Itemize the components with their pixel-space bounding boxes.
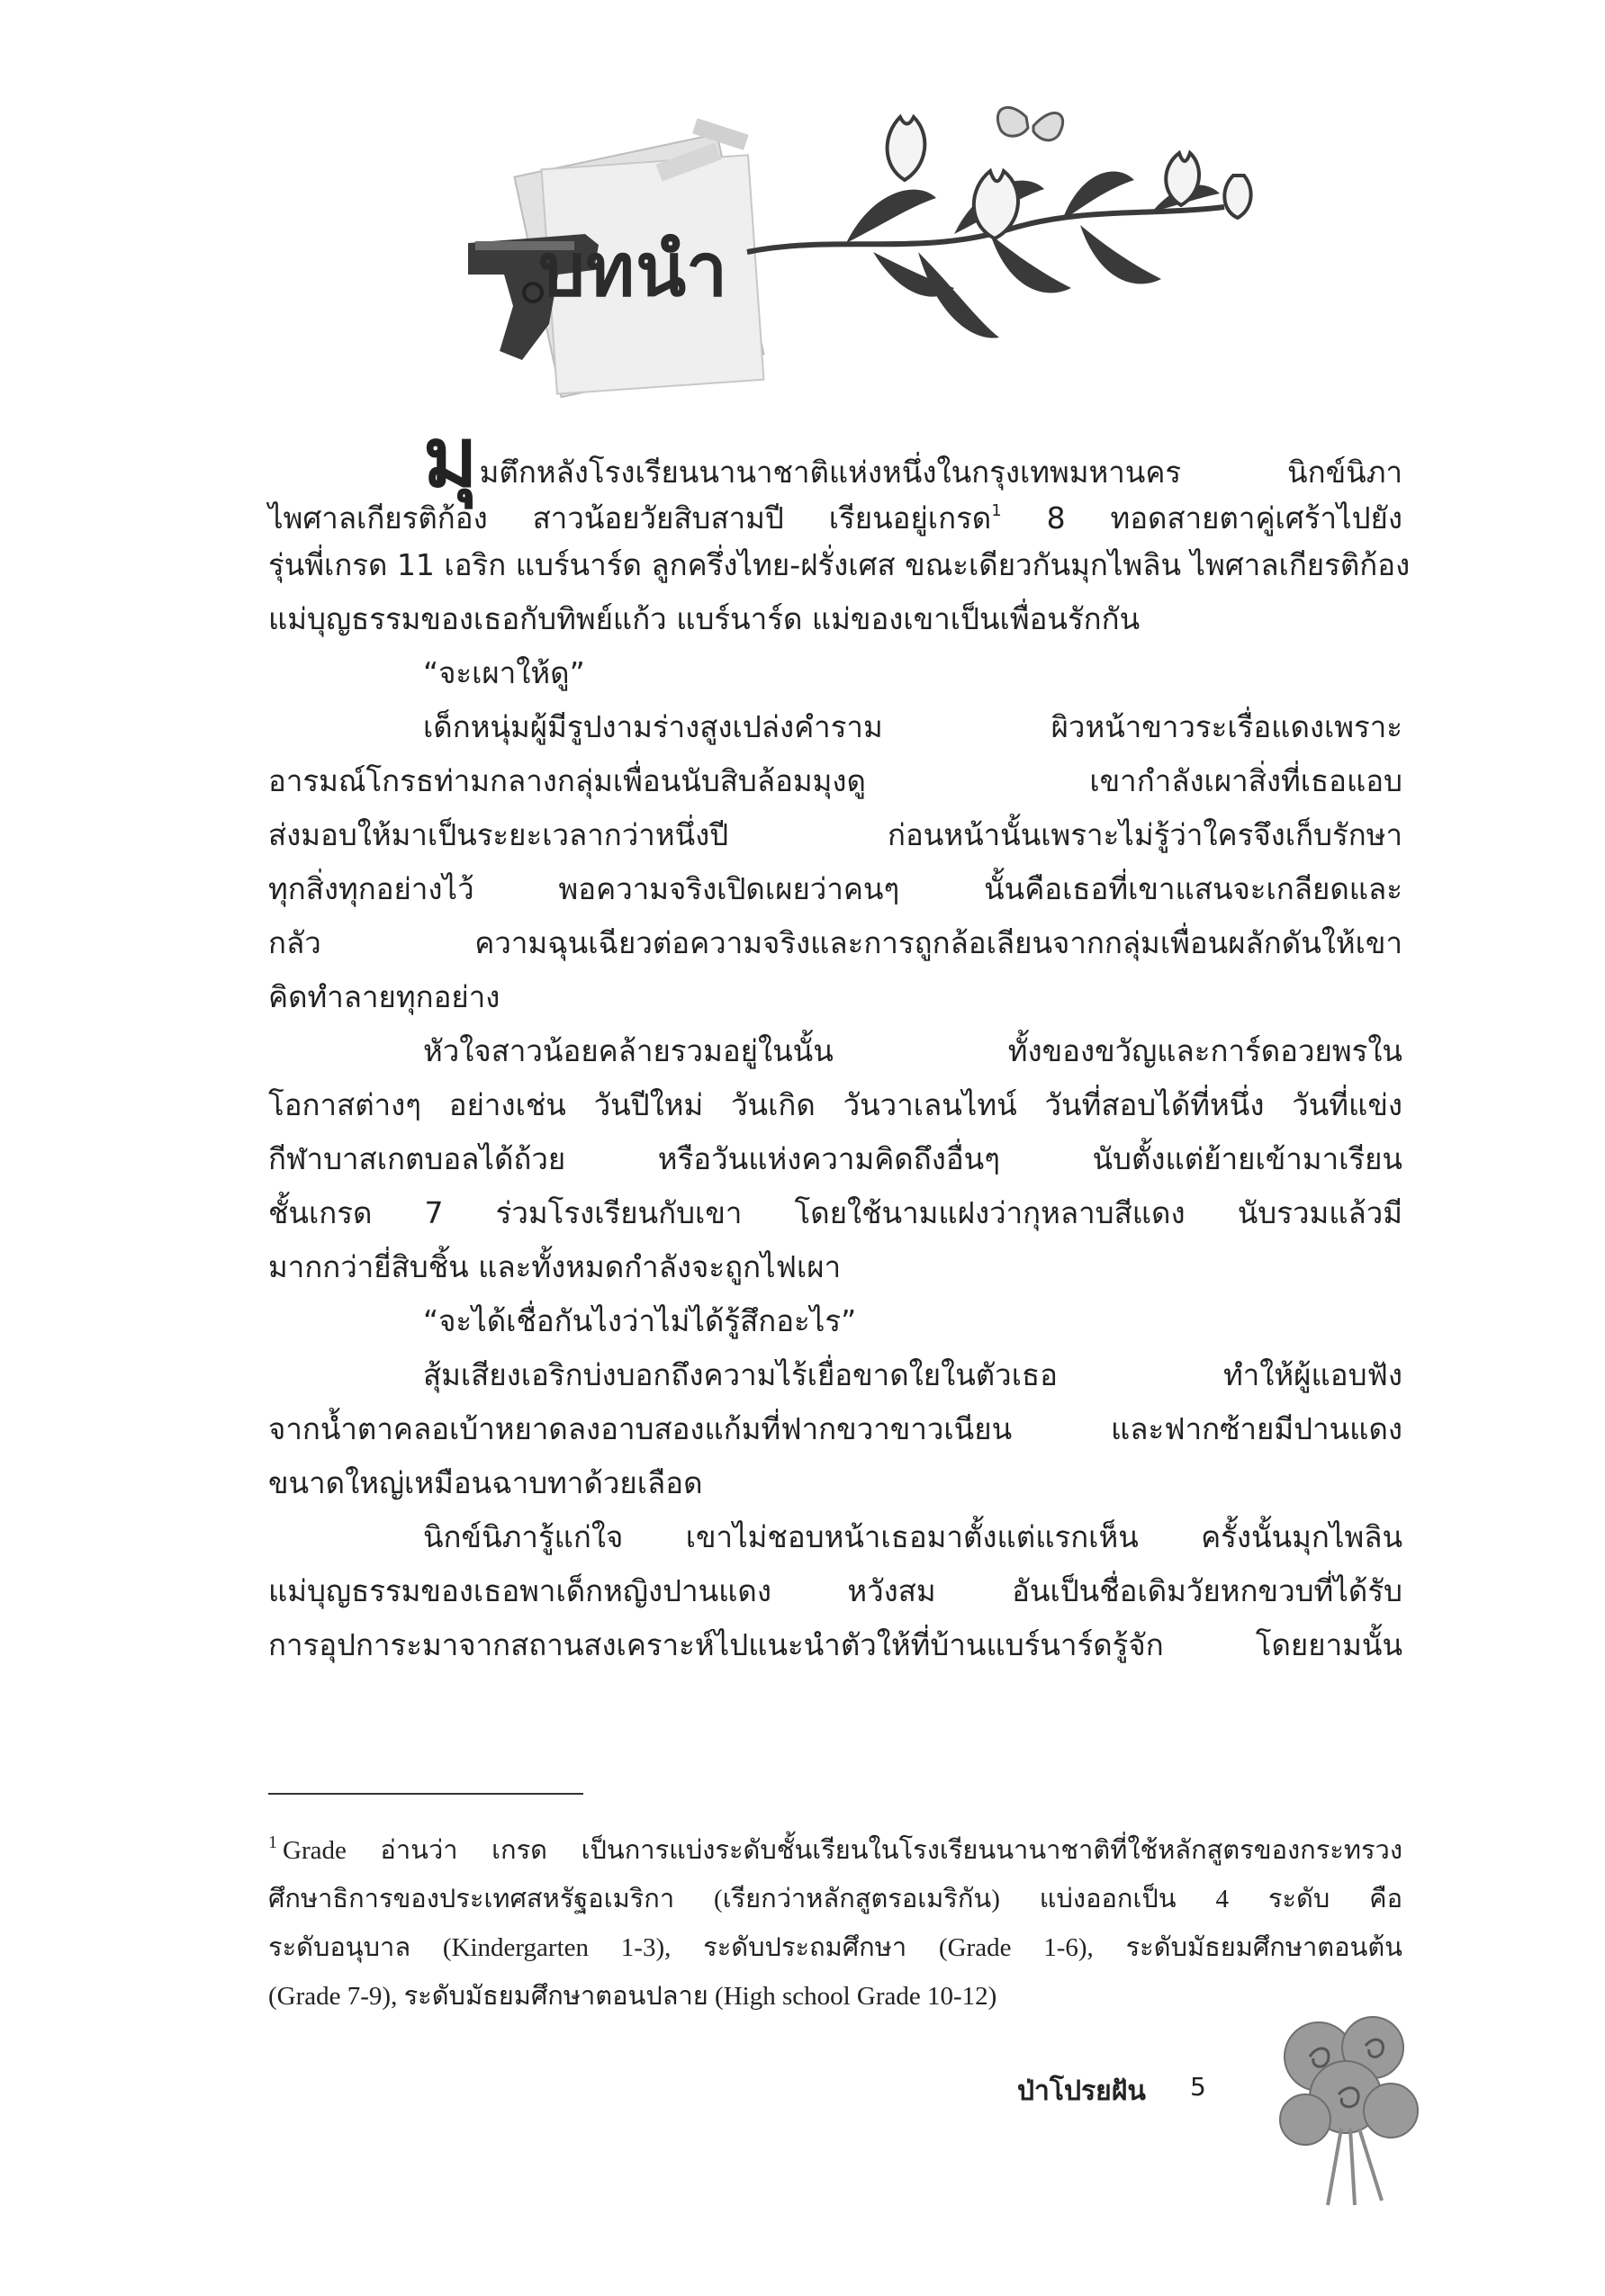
rose-bouquet-graphic — [1256, 1994, 1445, 2210]
chapter-title: บทนำ — [538, 227, 729, 313]
paragraph-line: นิกข์นิภารู้แก่ใจ เขาไม่ชอบหน้าเธอมาตั้งแต่แรกเห็น ครั้งนั้นมุกไพลิน — [423, 1519, 1402, 1554]
paragraph-line: หัวใจสาวน้อยคล้ายรวมอยู่ในนั้น ทั้งของขวัญและการ์ดอวยพรใน — [423, 1033, 1402, 1068]
paragraph-line: มากกว่ายี่สิบชิ้น และทั้งหมดกำลังจะถูกไฟเผา — [268, 1249, 842, 1284]
paragraph-line: ไพศาลเกียรติก้อง สาวน้อยวัยสิบสามปี เรียนอยู่เกรด$^1$ 8 ทอดสายตาคู่เศร้าไปยัง — [268, 500, 1403, 536]
paragraph-line: ทุกสิ่งทุกอย่างไว้ พอความจริงเปิดเผยว่าคนๆ นั้นคือเธอที่เขาแสนจะเกลียดและ — [268, 871, 1402, 906]
paragraph-line: การอุปการะมาจากสถานสงเคราะห์ไปแนะนำตัวให้ที่บ้านแบร์นาร์ดรู้จัก โดยยามนั้น — [268, 1627, 1402, 1662]
paragraph-line: เด็กหนุ่มผู้มีรูปงามร่างสูงเปล่งคำราม ผิวหน้าขาวระเรื่อแดงเพราะ — [423, 709, 1402, 744]
running-footer-title: ป่าโปรยฝัน — [1017, 2075, 1146, 2107]
paragraph-line: อารมณ์โกรธท่ามกลางกลุ่มเพื่อนนับสิบล้อมมุงดู เขากำลังเผาสิ่งที่เธอแอบ — [268, 763, 1402, 798]
paragraph-line: โอกาสต่างๆ อย่างเช่น วันปีใหม่ วันเกิด วันวาเลนไทน์ วันที่สอบได้ที่หนึ่ง วันที่แข่ง — [268, 1087, 1402, 1122]
tulip-flowers-graphic — [888, 117, 1251, 239]
paragraph-line: แม่บุญธรรมของเธอกับทิพย์แก้ว แบร์นาร์ด แม่ของเขาเป็นเพื่อนรักกัน — [268, 601, 1141, 636]
footnote-number: 1 — [268, 1832, 277, 1852]
footnote-line: ระดับอนุบาล (Kindergarten 1-3), ระดับประถมศึกษา (Grade 1-6), ระดับมัธยมศึกษาตอนต้น — [268, 1933, 1402, 1962]
paragraph-line: “จะได้เชื่อกันไงว่าไม่ได้รู้สึกอะไร” — [423, 1303, 857, 1338]
footnote-line: $^1$ Grade อ่านว่า เกรด เป็นการแบ่งระดับชั้นเรียนในโรงเรียนนานาชาติที่ใช้หลักสูตรของกระทรวง — [268, 1832, 1402, 1865]
paragraph-line: ส่งมอบให้มาเป็นระยะเวลากว่าหนึ่งปี ก่อนหน้านั้นเพราะไม่รู้ว่าใครจึงเก็บรักษา — [268, 817, 1402, 852]
paragraph-line: สุ้มเสียงเอริกบ่งบอกถึงความไร้เยื่อขาดใยในตัวเธอ ทำให้ผู้แอบฟัง — [423, 1357, 1402, 1392]
paragraph-line: แม่บุญธรรมของเธอพาเด็กหญิงปานแดง หวังสม อันเป็นชื่อเดิมวัยหกขวบที่ได้รับ — [268, 1573, 1402, 1608]
footnote-line: (Grade 7-9), ระดับมัธยมศึกษาตอนปลาย (High school Grade 10-12) — [268, 1982, 997, 2011]
footnote — [268, 1818, 1402, 2021]
drop-cap: มุ — [423, 409, 478, 506]
paragraph-line: จากน้ำตาคลอเบ้าหยาดลงอาบสองแก้มที่ฟากขวาขาวเนียน และฟากซ้ายมีปานแดง — [268, 1411, 1402, 1446]
paragraph-line: ชั้นเกรด 7 ร่วมโรงเรียนกับเขา โดยใช้นามแฝงว่ากุหลาบสีแดง นับรวมแล้วมี — [268, 1195, 1402, 1230]
paragraph-line: รุ่นพี่เกรด 11 เอริก แบร์นาร์ด ลูกครึ่งไทย-ฝรั่งเศส ขณะเดียวกันมุกไพลิน ไพศาลเกียรติก้อง — [268, 547, 1411, 582]
paragraph-line: กลัว ความฉุนเฉียวต่อความจริงและการถูกล้อเลียนจากกลุ่มเพื่อนผลักดันให้เขา — [268, 925, 1402, 960]
footnote-reference: 1 — [991, 501, 1002, 520]
paragraph-line: ขนาดใหญ่เหมือนฉาบทาด้วยเลือด — [268, 1465, 703, 1500]
body-text — [268, 409, 1411, 1672]
paragraph-line: กีฬาบาสเกตบอลได้ถ้วย หรือวันแห่งความคิดถึงอื่นๆ นับตั้งแต่ย้ายเข้ามาเรียน — [268, 1141, 1402, 1176]
butterfly-icon — [997, 107, 1062, 140]
footnote-line: ศึกษาธิการของประเทศสหรัฐอเมริกา (เรียกว่าหลักสูตรอเมริกัน) แบ่งออกเป็น 4 ระดับ คือ — [268, 1885, 1402, 1913]
page-number: 5 — [1190, 2072, 1206, 2102]
paragraph-line: คิดทำลายทุกอย่าง — [268, 979, 500, 1014]
paragraph-line: มุมตึกหลังโรงเรียนนานาชาติแห่งหนึ่งในกรุงเทพมหานคร นิกข์นิภา — [423, 409, 1402, 506]
paragraph-line: “จะเผาให้ดู” — [423, 655, 585, 690]
footnote-divider — [268, 1793, 583, 1795]
